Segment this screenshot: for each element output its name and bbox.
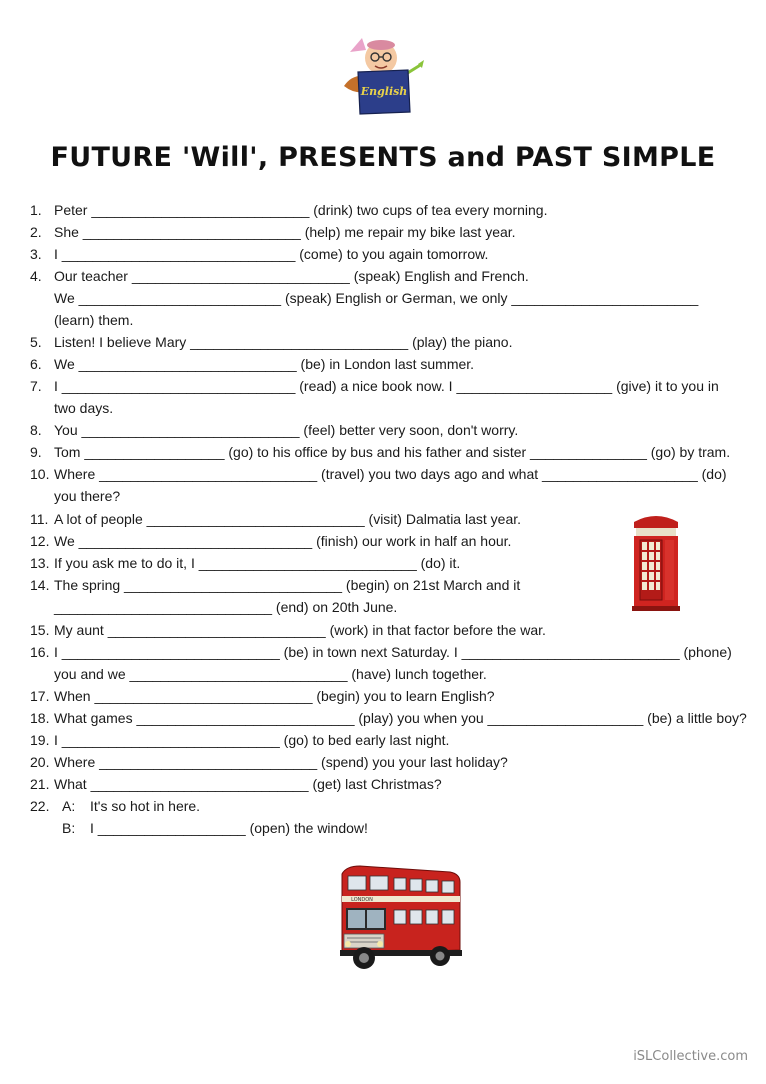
exercise-text: When ____________________________ (begin) you to learn English? — [54, 688, 495, 704]
exercise-text: You ____________________________ (feel) better very soon, don't worry. — [54, 422, 519, 438]
exercise-text: If you ask me to do it, I ____________________________ (do) it. — [54, 555, 461, 571]
item-number: 12. — [30, 533, 50, 549]
site-watermark: iSLCollective.com — [633, 1049, 748, 1064]
item-number: 2. — [30, 224, 42, 240]
red-telephone-box-illustration — [630, 512, 682, 612]
item-number: 5. — [30, 334, 42, 350]
exercise-text: We ______________________________ (finish) our work in half an hour. — [54, 533, 512, 549]
item-number: 3. — [30, 246, 42, 262]
teacher-holding-english-sign-illustration — [336, 34, 428, 120]
item-number: 10. — [30, 466, 50, 482]
exercise-text: two days. — [54, 400, 114, 416]
exercise-text: I ____________________________ (be) in town next Saturday. I ____________________________ (phone) — [54, 644, 732, 660]
exercise-text: Listen! I believe Mary ____________________________ (play) the piano. — [54, 334, 513, 350]
exercise-text: The spring ____________________________ (begin) on 21st March and it — [54, 577, 521, 593]
exercise-text: I ______________________________ (come) to you again tomorrow. — [54, 246, 489, 262]
exercise-text: She ____________________________ (help) me repair my bike last year. — [54, 224, 516, 240]
item-number: 13. — [30, 555, 50, 571]
exercise-text: I ____________________________ (go) to bed early last night. — [54, 732, 450, 748]
item-number: 1. — [30, 202, 42, 218]
item-number: 4. — [30, 268, 42, 284]
exercise-text: you and we ____________________________ (have) lunch together. — [54, 666, 487, 682]
page-title: FUTURE 'Will', PRESENTS and PAST SIMPLE — [50, 142, 716, 173]
exercise-text: What games ____________________________ (play) you when you ____________________ (be) a little boy? — [54, 710, 747, 726]
item-number: 15. — [30, 622, 50, 638]
item-number: 6. — [30, 356, 42, 372]
item-number: 8. — [30, 422, 42, 438]
red-double-decker-bus-illustration — [332, 862, 464, 974]
exercise-text: We __________________________ (speak) English or German, we only ________________________ — [54, 290, 699, 306]
exercise-text: (learn) them. — [54, 312, 134, 328]
sign-text: English — [360, 85, 408, 98]
exercise-text: ____________________________ (end) on 20th June. — [54, 599, 398, 615]
exercise-text: you there? — [54, 488, 121, 504]
item-number: 19. — [30, 732, 50, 748]
exercise-text: A lot of people ____________________________ (visit) Dalmatia last year. — [54, 511, 522, 527]
exercise-text: I ___________________ (open) the window! — [90, 820, 368, 836]
exercise-text: We ____________________________ (be) in London last summer. — [54, 356, 475, 372]
speaker-label: B: — [62, 820, 76, 836]
item-number: 9. — [30, 444, 42, 460]
exercise-text: Peter ____________________________ (drink) two cups of tea every morning. — [54, 202, 548, 218]
bus-destination-text: LONDON — [351, 897, 373, 903]
exercise-text: What ____________________________ (get) last Christmas? — [54, 776, 442, 792]
item-number: 17. — [30, 688, 50, 704]
exercise-text: I ______________________________ (read) a nice book now. I ____________________ (give) it to you in — [54, 378, 719, 394]
exercise-text: Tom __________________ (go) to his office by bus and his father and sister _______________ (go) by tram. — [54, 444, 731, 460]
item-number: 11. — [30, 511, 49, 527]
item-number: 14. — [30, 577, 50, 593]
item-number: 7. — [30, 378, 42, 394]
exercise-text: Our teacher ____________________________ (speak) English and French. — [54, 268, 529, 284]
exercise-text: Where ____________________________ (spend) you your last holiday? — [54, 754, 508, 770]
exercise-text: It's so hot in here. — [90, 798, 201, 814]
item-number: 18. — [30, 710, 50, 726]
exercise-text: My aunt ____________________________ (work) in that factor before the war. — [54, 622, 546, 638]
exercise-text: Where ____________________________ (travel) you two days ago and what ____________________ (do) — [54, 466, 727, 482]
item-number: 20. — [30, 754, 50, 770]
item-number: 16. — [30, 644, 50, 660]
speaker-label: A: — [62, 798, 76, 814]
item-number: 22. — [30, 798, 50, 814]
item-number: 21. — [30, 776, 50, 792]
